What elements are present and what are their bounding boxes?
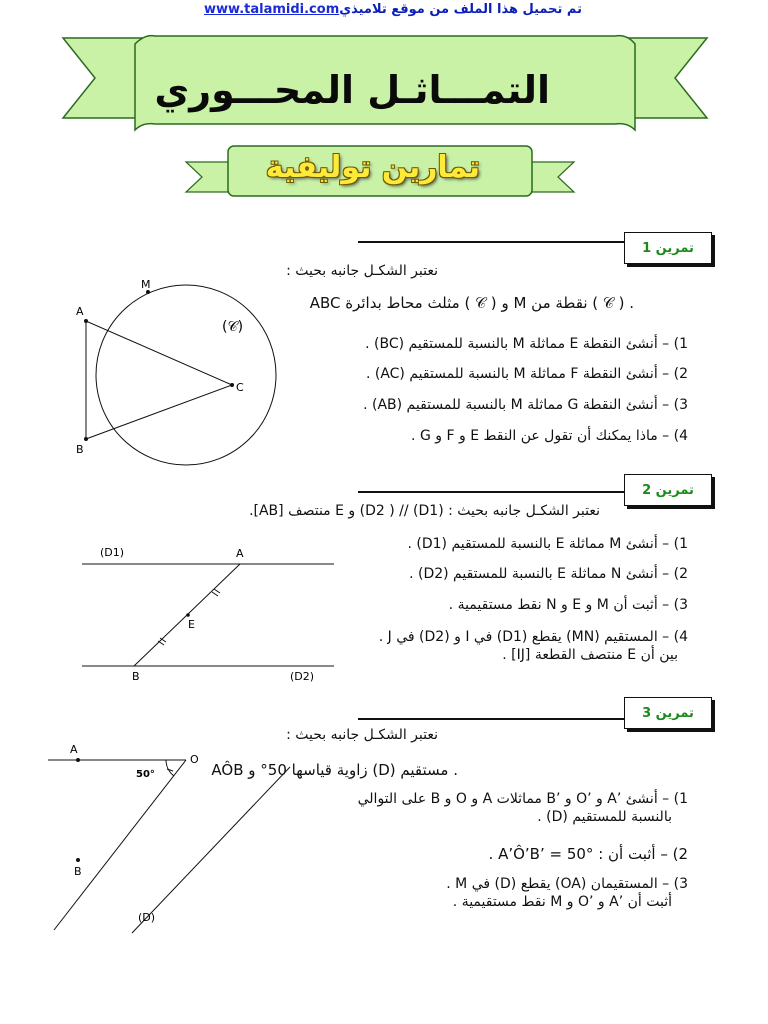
exercise-1-figure (40, 275, 280, 475)
line-d-label: (D) (138, 911, 156, 924)
angle-label: 50° (136, 769, 155, 780)
exercise-2-figure (78, 542, 340, 687)
point-b-label: B (132, 670, 140, 683)
line-d1-label: (D1) (100, 546, 125, 559)
exercise-3-rule (358, 718, 624, 720)
exercise-2-line: 2) – أنشئ N مماثلة E بالنسبة للمستقيم (D2) . (409, 566, 688, 582)
circle-label: (𝒞) (222, 319, 244, 335)
exercise-2-line: 4) – المستقيم (MN) يقطع (D1) في I و (D2) في J . (378, 629, 688, 645)
exercise-1-line: 1) – أنشئ النقطة E مماثلة M بالنسبة للمستقيم (BC) . (365, 336, 688, 352)
exercise-2-label: تمرين 2 (624, 474, 712, 506)
triangle-abc (86, 321, 232, 439)
exercise-1-intro: نعتبر الشكـل جانبه بحيث : (286, 263, 438, 279)
circle-c (96, 285, 276, 465)
point-o-label: O (190, 753, 199, 766)
exercise-1-line: 2) – أنشئ النقطة F مماثلة M بالنسبة للمستقيم (AC) . (365, 366, 688, 382)
exercise-3-line: 1) – أنشئ ’A و ’O و ’B مماثلات A و O و B على التوالي (357, 791, 688, 807)
exercise-1-rule (358, 241, 624, 243)
exercise-1-line: 3) – أنشئ النقطة G مماثلة M بالنسبة للمستقيم (AB) . (363, 397, 688, 413)
exercise-3-figure (40, 745, 300, 940)
exercise-2-rule (358, 491, 624, 493)
page-subtitle: تمارين توليفية (265, 150, 480, 185)
point-a-label: A (236, 547, 244, 560)
point-c-label: C (236, 381, 244, 394)
exercise-3-intro: نعتبر الشكـل جانبه بحيث : (286, 727, 438, 743)
exercise-3-line: 3) – المستقيمان (OA) يقطع (D) في M . (446, 876, 688, 892)
exercise-3-line: أثبت أن ’A و ’O و M نقط مستقيمية . (452, 894, 672, 910)
exercise-3-label: تمرين 3 (624, 697, 712, 729)
line-d (132, 767, 290, 933)
point-a-label: A (76, 305, 84, 318)
exercise-2-intro: نعتبر الشكـل جانبه بحيث : (D1) // ( D2) و E منتصف [AB]. (249, 503, 600, 519)
exercise-3-line: بالنسبة للمستقيم (D) . (537, 809, 672, 825)
point-b-label: B (76, 443, 84, 456)
point-a-label: A (70, 745, 78, 756)
exercise-1-line: 4) – ماذا يمكنك أن تقول عن النقط E و F و G . (411, 428, 688, 444)
exercise-1-label: تمرين 1 (624, 232, 712, 264)
exercise-3-line: AÔB زاوية قياسها 50° و (D) مستقيم . (211, 761, 458, 779)
ray-ob (54, 760, 186, 930)
point-b-label: B (74, 865, 82, 878)
exercise-2-line: بين أن E منتصف القطعة [IJ] . (502, 647, 678, 663)
exercise-2-line: 1) – أنشئ M مماثلة E بالنسبة للمستقيم (D1) . (407, 536, 688, 552)
exercise-1-line: ABC مثلث محاط بدائرة ( 𝒞 ) و M نقطة من ( 𝒞 ) . (309, 294, 634, 312)
exercise-3-line: 2) – أثبت أن : A’Ô’B’ = 50° . (488, 845, 688, 863)
page-title: التمـــاثـل المحـــوري (154, 68, 550, 112)
site-link[interactable]: www.talamidi.com (204, 2, 340, 17)
line-d2-label: (D2) (290, 670, 315, 683)
point-m-label: M (141, 278, 151, 291)
point-e-label: E (188, 618, 195, 631)
download-note: تم تحميل هذا الملف من موقع تلاميذي (339, 2, 582, 17)
exercise-2-line: 3) – أثبت أن M و E و N نقط مستقيمية . (448, 597, 688, 613)
